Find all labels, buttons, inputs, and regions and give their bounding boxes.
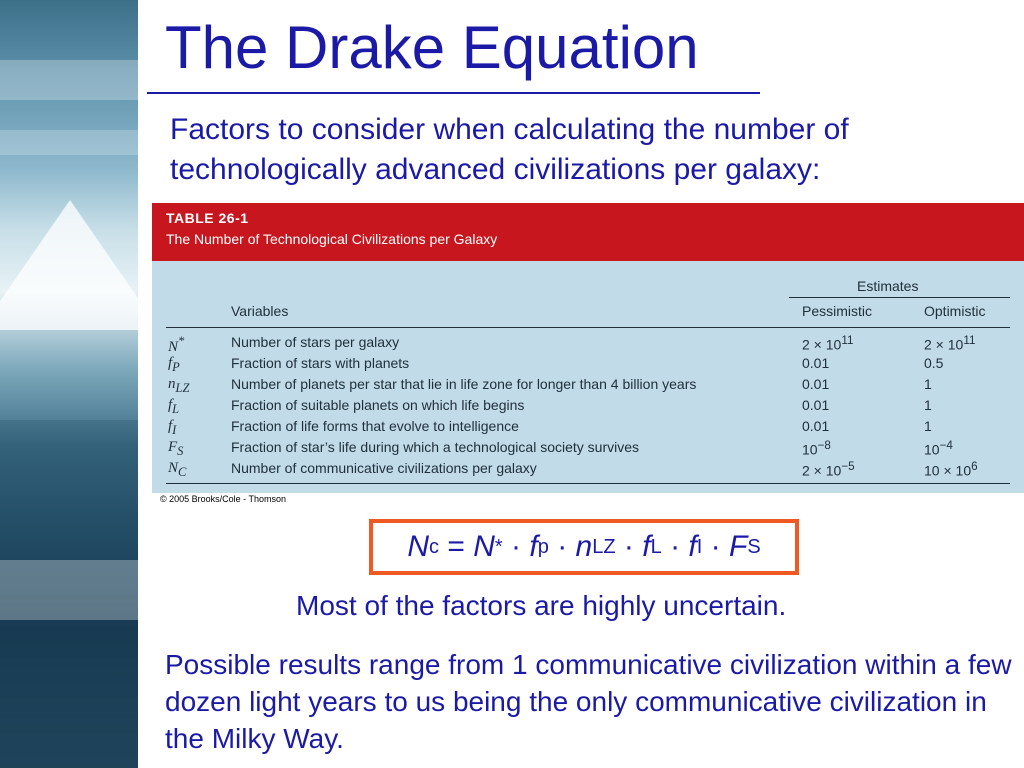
variable-description: Number of planets per star that lie in life zone for longer than 4 billion years [231, 376, 697, 392]
estimates-label: Estimates [857, 278, 919, 294]
variable-symbol: $N_C$ [168, 460, 187, 479]
variable-symbol: N* [168, 334, 185, 355]
variable-description: Number of communicative civilizations per galaxy [231, 460, 537, 476]
table-caption: The Number of Technological Civilizations per Galaxy [166, 231, 498, 247]
table-header [152, 203, 1024, 261]
col-pessimistic-header: Pessimistic [802, 303, 873, 319]
optimistic-value: 1 [924, 397, 932, 413]
title-underline [147, 92, 760, 94]
pessimistic-value: $2 \times 10^{-5}$ [802, 460, 855, 479]
table-row [152, 417, 1024, 438]
optimistic-value: $10 \times 10^6$ [924, 460, 978, 479]
variable-description: Fraction of life forms that evolve to intelligence [231, 418, 519, 434]
optimistic-value: 1 [924, 376, 932, 392]
table-row [152, 438, 1024, 459]
col-variables-header: Variables [231, 303, 289, 319]
variable-symbol: $f_I$ [168, 418, 177, 437]
estimates-rule [789, 297, 1010, 298]
pessimistic-value: $10^{-8}$ [802, 439, 831, 458]
results-note: Possible results range from 1 communicative civilization within a few dozen light years to us being the only communicative civilization in the Milky Way. [165, 649, 1012, 754]
table-row [152, 459, 1024, 480]
table-row [152, 354, 1024, 375]
header-rule [166, 327, 1010, 328]
uncertainty-note: Most of the factors are highly uncertain. [296, 590, 787, 621]
variable-symbol: $f_L$ [168, 397, 180, 416]
decorative-side-image [0, 0, 146, 768]
pessimistic-value: 0.01 [802, 397, 830, 413]
intro-text: Factors to consider when calculating the number of technologically advanced civilizations per galaxy: [170, 113, 849, 186]
optimistic-value: $2 \times 10^{11}$ [924, 334, 976, 353]
optimistic-value: $10^{-4}$ [924, 439, 953, 458]
table-row [152, 375, 1024, 396]
table-body [152, 333, 1024, 480]
side-divider [138, 0, 146, 768]
optimistic-value: 1 [924, 418, 932, 434]
table-row [152, 396, 1024, 417]
col-optimistic-header: Optimistic [924, 303, 986, 319]
variable-symbol: $F_S$ [168, 439, 184, 458]
variable-description: Fraction of stars with planets [231, 355, 410, 371]
pessimistic-value: $2 \times 10^{11}$ [802, 334, 854, 353]
variable-description: Fraction of suitable planets on which life begins [231, 397, 525, 413]
pessimistic-value: 0.01 [802, 376, 830, 392]
pessimistic-value: 0.01 [802, 418, 830, 434]
variable-symbol: $f_P$ [168, 355, 180, 374]
table-row [152, 333, 1024, 354]
variable-description: Number of stars per galaxy [231, 334, 400, 350]
table-number: TABLE 26-1 [166, 210, 249, 226]
variable-symbol: $n_{LZ}$ [168, 376, 190, 395]
drake-table [152, 203, 1024, 493]
variable-description: Fraction of star’s life during which a technological society survives [231, 439, 640, 455]
slide-title: The Drake Equation [165, 14, 699, 81]
bottom-rule [166, 483, 1010, 484]
pessimistic-value: 0.01 [802, 355, 830, 371]
copyright-notice: © 2005 Brooks/Cole - Thomson [160, 494, 287, 504]
optimistic-value: 0.5 [924, 355, 944, 371]
drake-equation: N c = N * · f p · n LZ · f L · f I · F S [369, 519, 799, 575]
